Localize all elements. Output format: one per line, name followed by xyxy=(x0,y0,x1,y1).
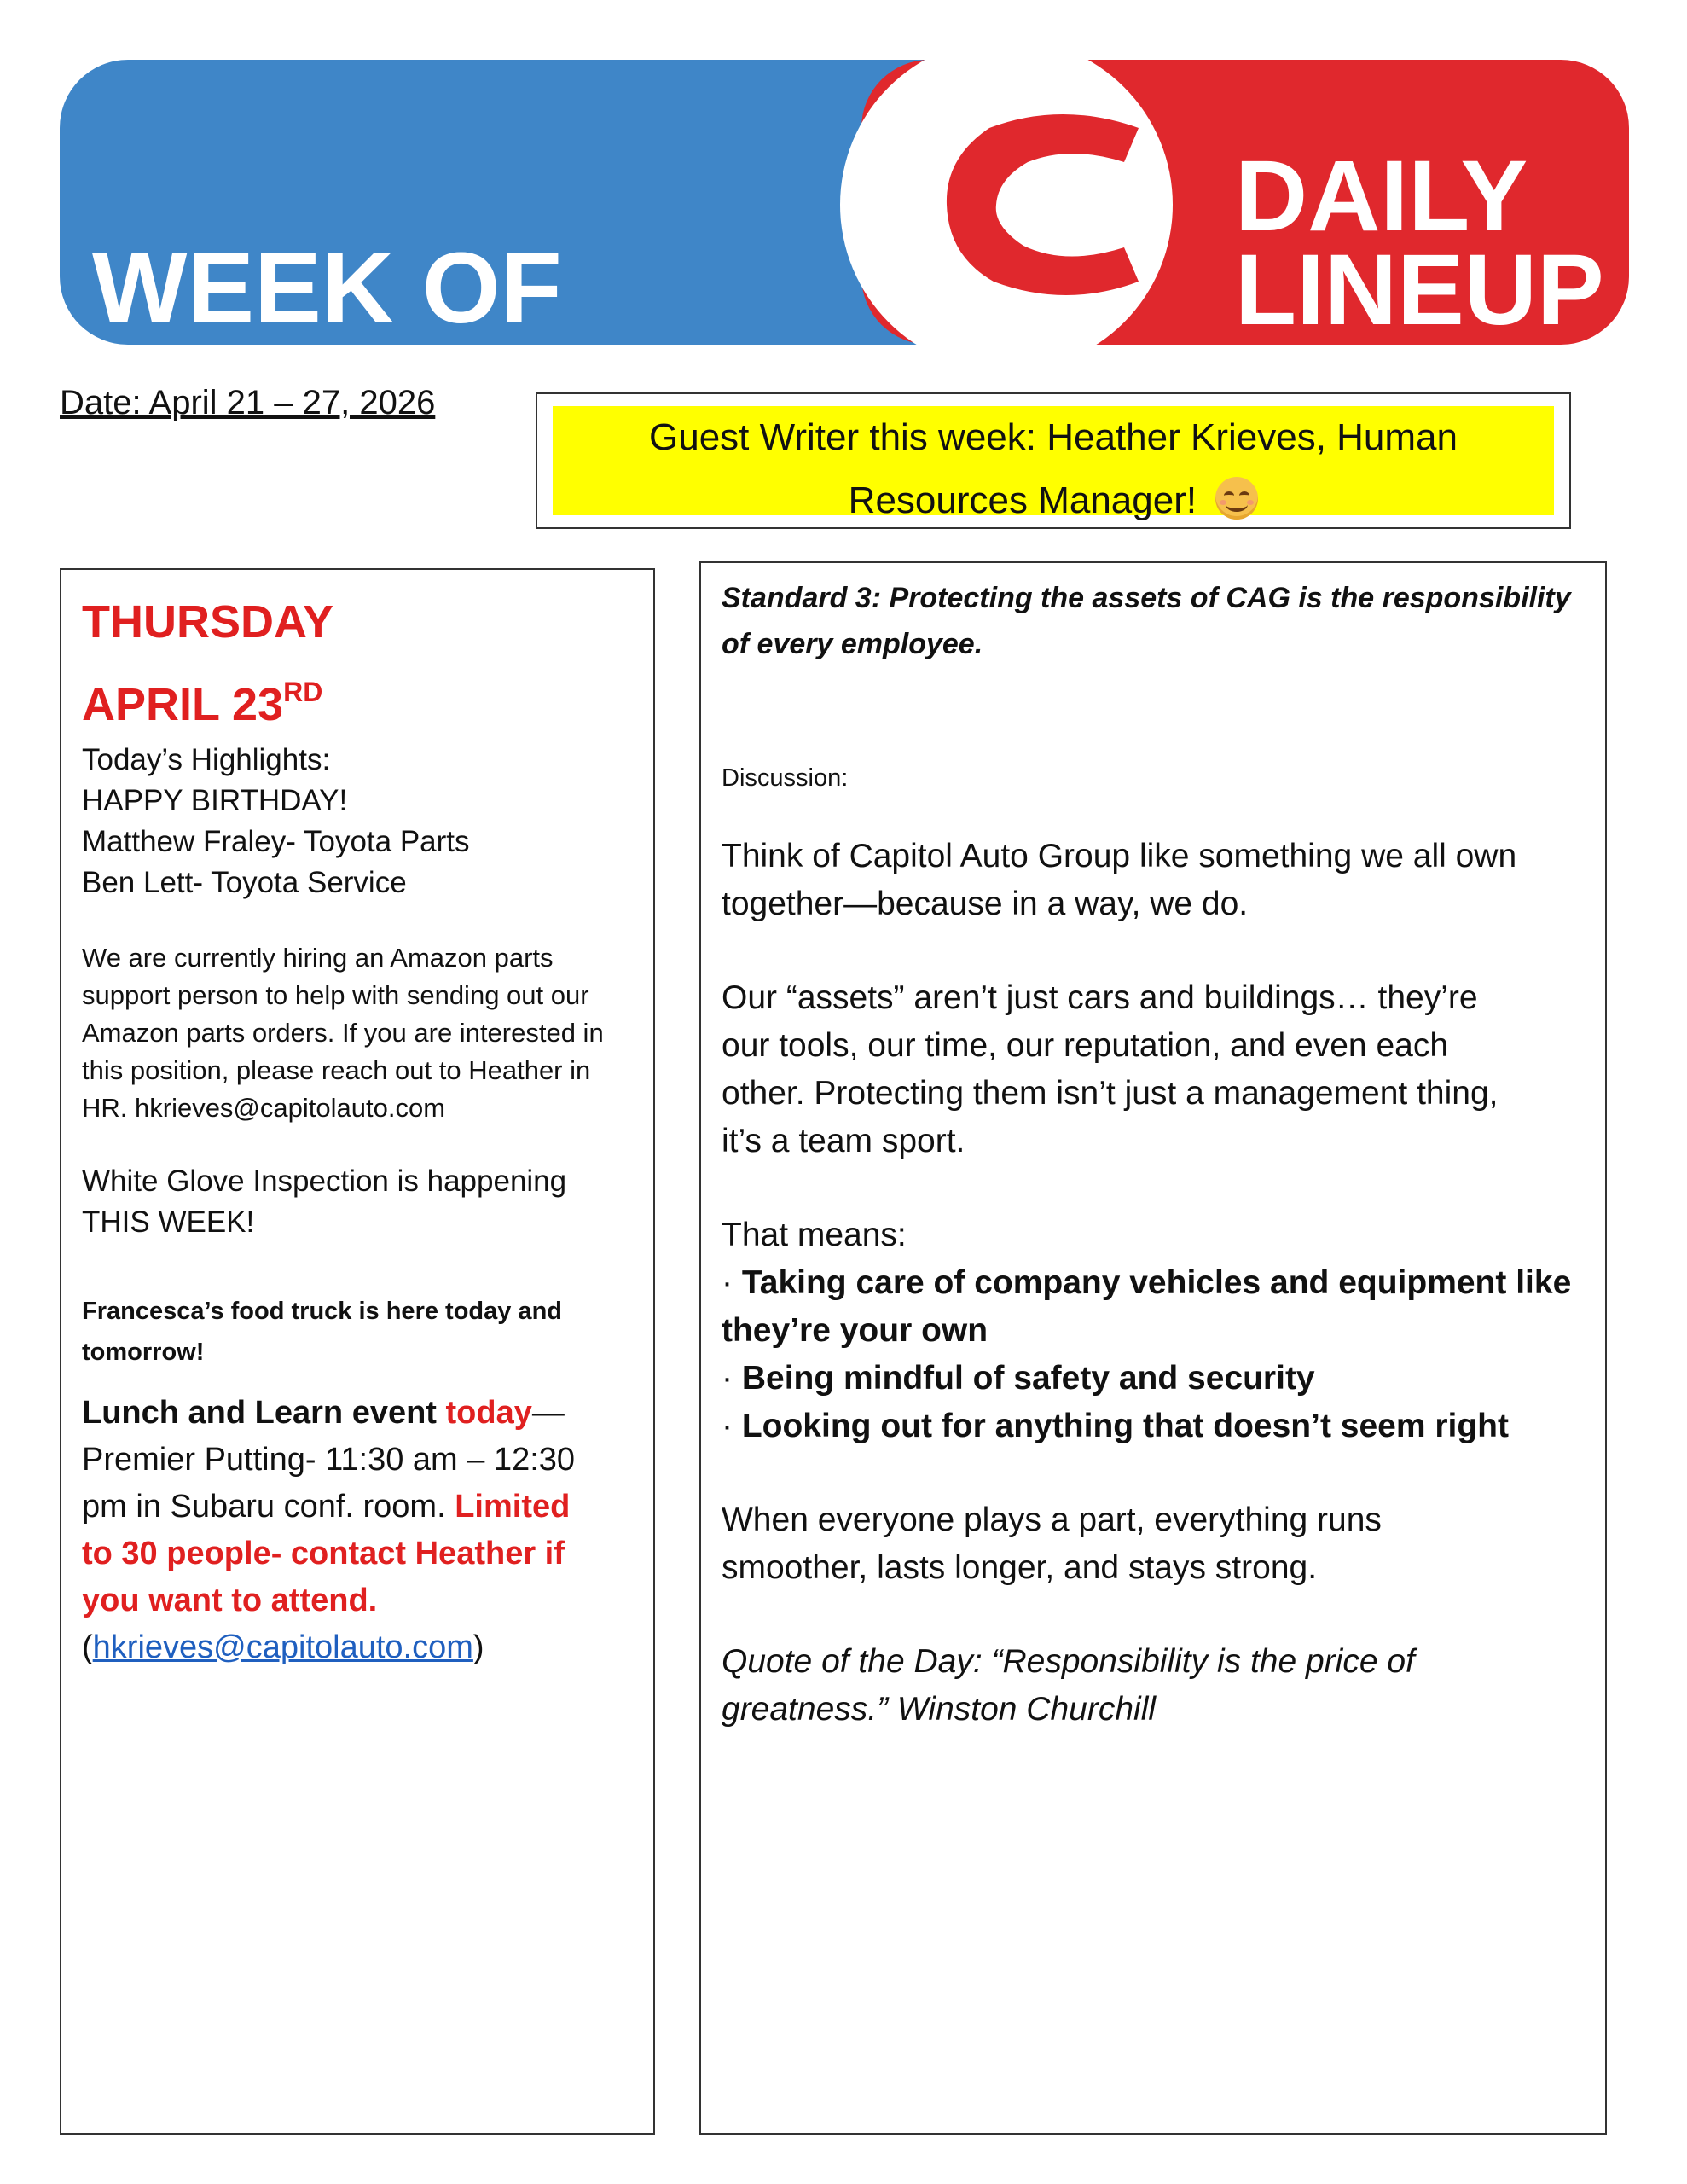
guest-writer-line2-text: Resources Manager! xyxy=(848,479,1197,521)
guest-writer-line1: Guest Writer this week: Heather Krieves, Human xyxy=(649,416,1458,458)
para2-line-4: it’s a team sport. xyxy=(722,1123,965,1159)
bullet-2-text: Being mindful of safety and security xyxy=(741,1360,1315,1397)
para2-line-1: Our “assets” aren’t just cars and buildings… they’re xyxy=(722,979,1478,1016)
date-heading-suffix: RD xyxy=(283,677,323,707)
lunch-line-1 xyxy=(82,1390,633,1437)
lunch-line-3 xyxy=(82,1484,633,1531)
date-line: Date: April 21 – 27, 2026 xyxy=(60,384,436,421)
quote-line-2: greatness.” Winston Churchill xyxy=(722,1691,1157,1728)
para3-line-1: When everyone plays a part, everything runs xyxy=(722,1502,1382,1538)
hiring-line-4: this position, please reach out to Heather in xyxy=(82,1055,591,1085)
lunch-line-2: Premier Putting- 11:30 am – 12:30 xyxy=(82,1442,576,1478)
para1-line-2: together—because in a way, we do. xyxy=(722,886,1249,922)
guest-writer-line2 xyxy=(553,469,1554,532)
that-means: That means: xyxy=(722,1217,907,1253)
food-truck-line-1: Francesca’s food truck is here today and xyxy=(82,1298,562,1325)
email-link[interactable]: hkrieves@capitolauto.com xyxy=(92,1629,473,1665)
lunch-today: today xyxy=(445,1395,532,1431)
paren-open: ( xyxy=(82,1629,93,1665)
bullet-1-line-1 xyxy=(722,1259,1585,1307)
bullet-1-line-2: they’re your own xyxy=(722,1312,988,1349)
quote-line-1: Quote of the Day: “Responsibility is the price of xyxy=(722,1643,1415,1680)
birthday-name-1: Matthew Fraley- Toyota Parts xyxy=(82,825,470,858)
lunch-line-4: to 30 people- contact Heather if xyxy=(82,1536,565,1571)
food-truck-line-2: tomorrow! xyxy=(82,1339,205,1366)
lunch-location: pm in Subaru conf. room. xyxy=(82,1489,455,1525)
para3-line-2: smoother, lasts longer, and stays strong. xyxy=(722,1549,1318,1586)
para2-line-3: other. Protecting them isn’t just a management thing, xyxy=(722,1075,1499,1112)
guest-writer-box xyxy=(536,392,1571,529)
bullet-2 xyxy=(722,1355,1585,1403)
hiring-line-5: HR. hkrieves@capitolauto.com xyxy=(82,1093,446,1123)
hiring-line-1: We are currently hiring an Amazon parts xyxy=(82,943,554,973)
standard-discussion-panel xyxy=(699,561,1607,2135)
lunch-email-line xyxy=(82,1624,633,1671)
bullet-3-text: Looking out for anything that doesn’t seem right xyxy=(741,1408,1509,1444)
bullet-3-dot: · xyxy=(722,1408,733,1444)
date-heading xyxy=(82,657,633,740)
birthday-heading: HAPPY BIRTHDAY! xyxy=(82,784,348,817)
lunch-dash: — xyxy=(531,1395,565,1431)
para1-line-1: Think of Capitol Auto Group like something we all own xyxy=(722,838,1517,874)
highlights-label: Today’s Highlights: xyxy=(82,743,331,776)
day-heading: THURSDAY xyxy=(82,596,334,648)
para2-line-2: our tools, our time, our reputation, and even each xyxy=(722,1027,1449,1064)
lunch-line-5: you want to attend. xyxy=(82,1583,378,1618)
header-banner xyxy=(0,0,1687,367)
bullet-1-text: Taking care of company vehicles and equipment like xyxy=(741,1264,1572,1301)
week-of-title: WEEK OF xyxy=(92,232,562,345)
daily-title: DAILY xyxy=(1235,140,1528,253)
smiley-face-icon xyxy=(1215,477,1258,520)
guest-writer-highlight xyxy=(553,406,1554,521)
standard-line-2: of every employee. xyxy=(722,628,983,660)
white-glove-line-1: White Glove Inspection is happening xyxy=(82,1165,567,1198)
hiring-line-3: Amazon parts orders. If you are interested in xyxy=(82,1018,604,1048)
daily-highlights-panel xyxy=(60,568,655,2135)
discussion-label: Discussion: xyxy=(722,764,849,792)
standard-line-1: Standard 3: Protecting the assets of CAG is the responsibility xyxy=(722,582,1571,614)
birthday-name-2: Ben Lett- Toyota Service xyxy=(82,866,407,899)
banner-white-circle xyxy=(840,38,1173,367)
lunch-event-label: Lunch and Learn event xyxy=(82,1395,446,1431)
lineup-title: LINEUP xyxy=(1235,234,1604,346)
hiring-line-2: support person to help with sending out our xyxy=(82,980,589,1010)
paren-close: ) xyxy=(472,1629,484,1665)
bullet-1-dot: · xyxy=(722,1264,733,1301)
white-glove-line-2: THIS WEEK! xyxy=(82,1205,255,1239)
lunch-limited: Limited xyxy=(455,1489,571,1525)
date-heading-main: APRIL 23 xyxy=(82,679,284,730)
bullet-3 xyxy=(722,1403,1585,1450)
bullet-2-dot: · xyxy=(722,1360,733,1397)
